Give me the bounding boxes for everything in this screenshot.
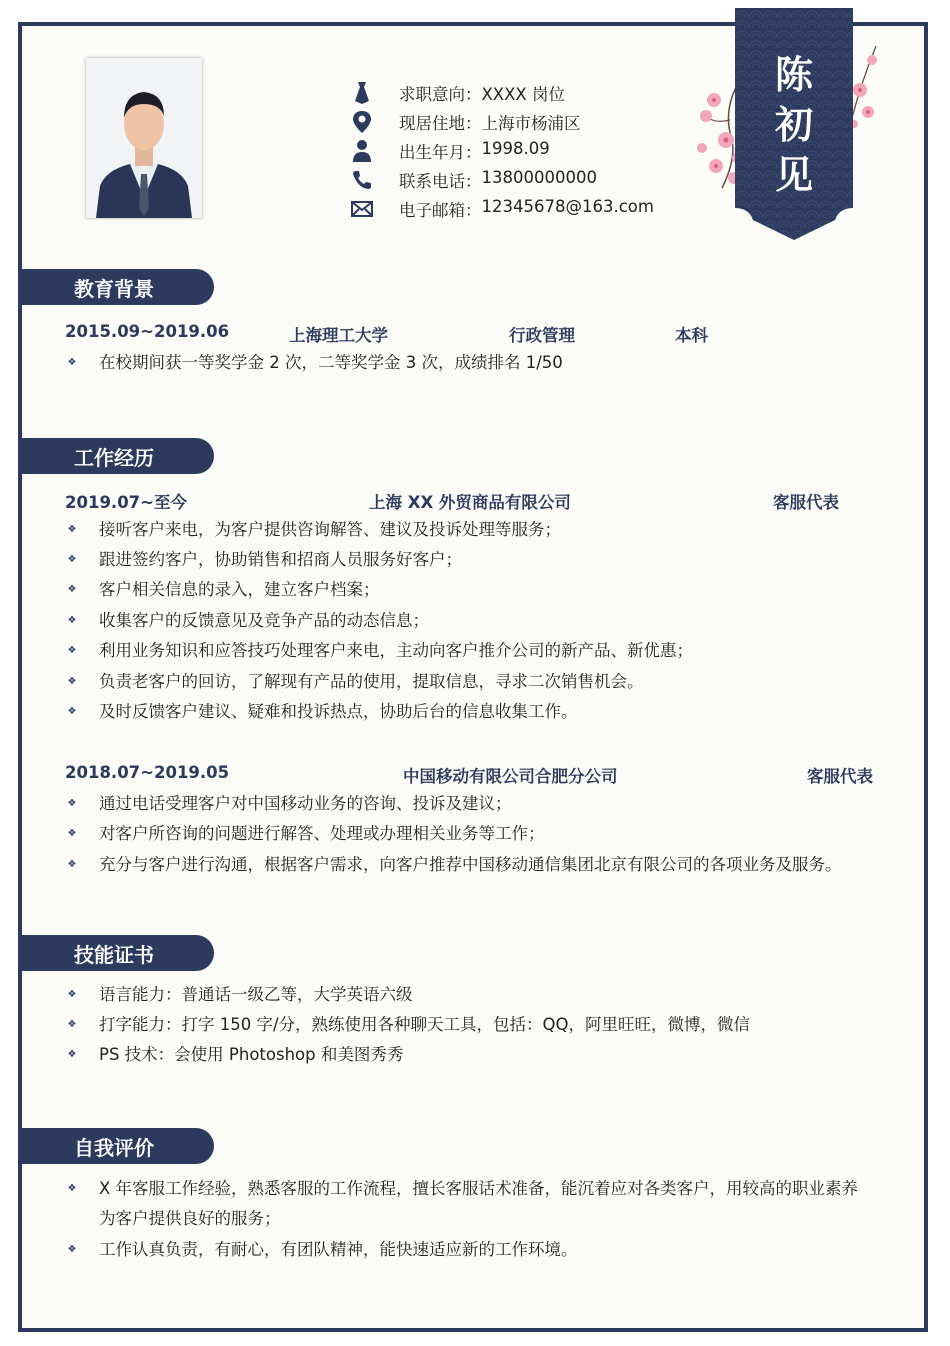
list-item-text: 接听客户来电，为客户提供咨询解答、建议及投诉处理等服务； [99,520,561,539]
contact-row-email [345,194,705,223]
list-item [65,545,895,575]
list-item [65,819,895,849]
diamond-bullet-icon: ❖ [67,524,77,535]
list-item [65,667,895,697]
list-item [65,1040,895,1070]
list-item-text: 语言能力：普通话一级乙等，大学英语六级 [99,985,413,1004]
contact-label: 现居住地： [399,113,482,133]
section-title: 工作经历 [74,445,154,470]
list-item-text: 在校期间获一等奖学金 2 次，二等奖学金 3 次，成绩排名 1/50 [99,353,563,372]
diamond-bullet-icon: ❖ [67,554,77,565]
phone-icon [345,170,379,190]
name-char: 陈 [774,53,813,97]
list-item [65,789,895,819]
list-item-text: 打字能力：打字 150 字/分，熟练使用各种聊天工具，包括：QQ，阿里旺旺，微博，微信 [99,1015,751,1034]
list-item-text: 利用业务知识和应答技巧处理客户来电，主动向客户推介公司的新产品、新优惠； [99,641,693,660]
contact-value: 上海市杨浦区 [481,113,581,133]
edu-period: 2015.09~2019.06 [65,322,230,341]
diamond-bullet-icon: ❖ [67,798,77,809]
list-item [65,348,895,378]
contact-row-job [345,78,705,107]
job-role: 客服代表 [807,767,873,786]
section-header-self [18,1128,214,1164]
tie-icon [345,82,379,104]
list-item-text: 及时反馈客户建议、疑难和投诉热点，协助后台的信息收集工作。 [99,702,578,721]
job-company: 中国移动有限公司合肥分公司 [403,767,618,786]
contact-value: 1998.09 [481,138,550,158]
contact-row-phone [345,165,705,194]
contact-value: 13800000000 [481,167,597,187]
list-item-text: 工作认真负责，有耐心，有团队精神，能快速适应新的工作环境。 [99,1240,578,1259]
edu-degree: 本科 [675,326,708,345]
name-char: 见 [774,153,813,197]
list-item-text: 充分与客户进行沟通，根据客户需求，向客户推荐中国移动通信集团北京有限公司的各项业务及服务。 [99,855,842,874]
list-item [65,575,895,605]
section-title: 教育背景 [74,276,154,301]
person-icon [345,140,379,162]
edu-major: 行政管理 [509,326,575,345]
list-item [65,697,895,727]
name-banner [735,8,853,240]
section-header-skills [18,935,214,971]
list-item-text: 负责老客户的回访，了解现有产品的使用，提取信息，寻求二次销售机会。 [99,672,644,691]
contact-value: 12345678@163.com [481,196,654,216]
diamond-bullet-icon: ❖ [67,1049,77,1060]
mail-icon [345,201,379,217]
list-item [65,1174,865,1234]
diamond-bullet-icon: ❖ [67,859,77,870]
diamond-bullet-icon: ❖ [67,1183,77,1194]
diamond-bullet-icon: ❖ [67,1019,77,1030]
list-item-text: 对客户所咨询的问题进行解答、处理或办理相关业务等工作； [99,824,545,843]
job-period: 2018.07~2019.05 [65,763,230,782]
section-header-education [18,269,214,305]
diamond-bullet-icon: ❖ [67,828,77,839]
contact-row-address [345,107,705,136]
diamond-bullet-icon: ❖ [67,357,77,368]
list-item [65,606,895,636]
contact-label: 电子邮箱： [399,200,482,220]
list-item [65,636,895,666]
section-title: 自我评价 [74,1135,154,1160]
contact-label: 联系电话： [399,171,482,191]
job-role: 客服代表 [773,493,839,512]
edu-school: 上海理工大学 [289,326,388,345]
contact-value: XXXX 岗位 [481,84,565,104]
job-period: 2019.07~至今 [65,493,187,512]
diamond-bullet-icon: ❖ [67,676,77,687]
diamond-bullet-icon: ❖ [67,615,77,626]
name-char: 初 [774,103,813,147]
list-item-text: PS 技术：会使用 Photoshop 和美图秀秀 [99,1045,404,1064]
contact-label: 求职意向： [399,84,482,104]
list-item [65,980,895,1010]
list-item [65,850,895,880]
diamond-bullet-icon: ❖ [67,645,77,656]
section-title: 技能证书 [74,942,154,967]
section-header-work [18,438,214,474]
contact-label: 出生年月： [399,142,482,162]
job-company: 上海 XX 外贸商品有限公司 [369,493,571,512]
list-item-text: 通过电话受理客户对中国移动业务的咨询、投诉及建议； [99,794,512,813]
contact-row-birth [345,136,705,165]
list-item [65,515,895,545]
location-pin-icon [345,111,379,133]
list-item-text: 跟进签约客户，协助销售和招商人员服务好客户； [99,550,462,569]
diamond-bullet-icon: ❖ [67,706,77,717]
list-item [65,1235,895,1265]
list-item-text: 收集客户的反馈意见及竞争产品的动态信息； [99,611,429,630]
diamond-bullet-icon: ❖ [67,584,77,595]
diamond-bullet-icon: ❖ [67,1244,77,1255]
list-item [65,1010,895,1040]
list-item-text: 客户相关信息的录入，建立客户档案； [99,580,380,599]
list-item-text: X 年客服工作经验，熟悉客服的工作流程，擅长客服话术准备，能沉着应对各类客户，用较高的职业素养为客户提供良好的服务； [99,1179,859,1228]
profile-photo [86,58,202,218]
diamond-bullet-icon: ❖ [67,989,77,1000]
